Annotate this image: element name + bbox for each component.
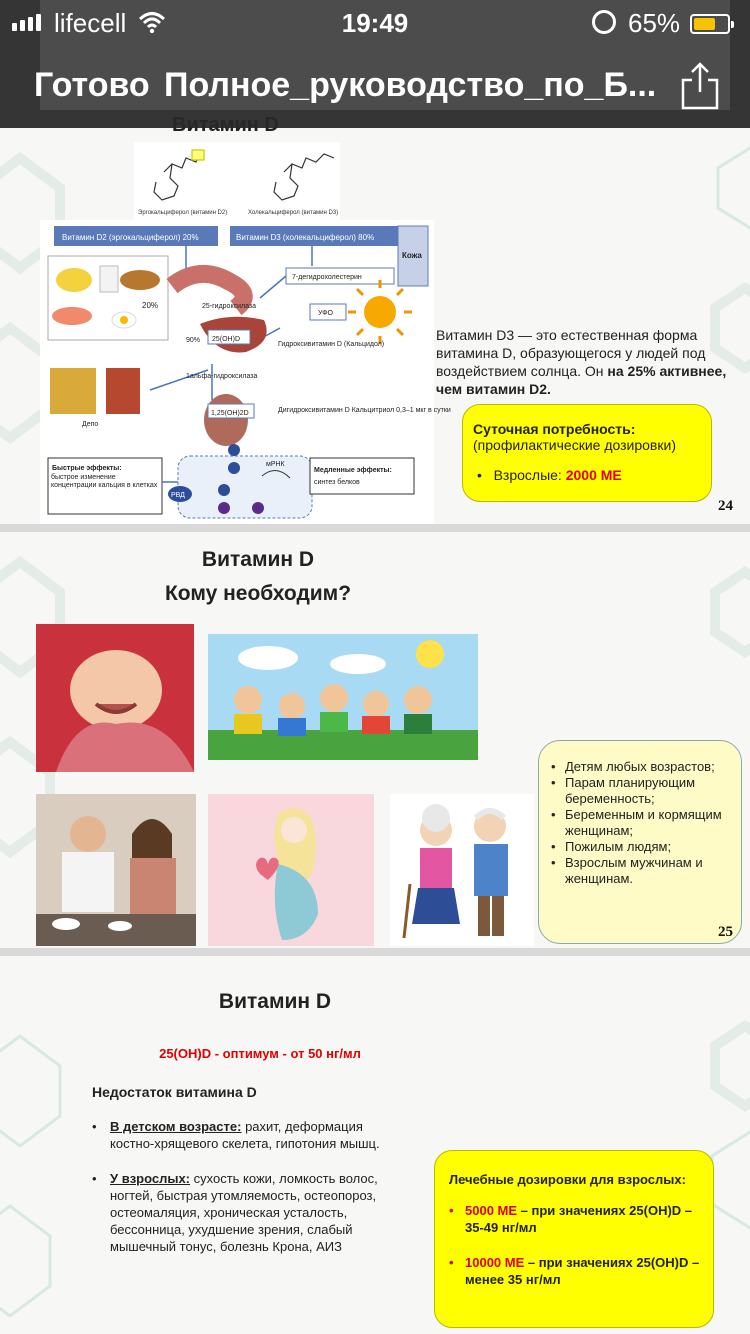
- slow-effects-title: Медленные эффекты:: [314, 467, 392, 474]
- slide-title-line-2: Кому необходим?: [164, 582, 352, 605]
- list-item: • Пожилым людям;: [549, 839, 733, 855]
- list-item: • Беременным и кормящим женщинам;: [549, 807, 733, 839]
- box-d2-label: Витамин D2 (эргокальциферол) 20%: [62, 233, 199, 242]
- mol-caption-left: Эргокальциферол (витамин D2): [138, 210, 228, 216]
- dihydroxy-label: Дигидроксивитамин D Кальцитриол 0,3–1 мкг в сутки: [278, 407, 451, 414]
- deficiency-list: [92, 1118, 410, 1273]
- treatment-title: Лечебные дозировки для взрослых:: [449, 1172, 686, 1187]
- deficiency-heading: Недостаток витамина D: [92, 1084, 257, 1100]
- d3-description-bold: на 25% активнее, чем витамин D2.: [436, 363, 727, 397]
- list-item: • Парам планирующим беременность;: [549, 775, 733, 807]
- daily-need-item: [473, 467, 701, 483]
- who-needs-list-box: [538, 740, 742, 944]
- couple-photo: [36, 794, 196, 946]
- mol-caption-right: Холекальциферол (витамин D3): [248, 210, 339, 216]
- nav-bar: [0, 62, 750, 112]
- bullet-dot: •: [449, 1203, 454, 1218]
- slide-title-line-1: Витамин D: [201, 548, 315, 571]
- page-number: 24: [718, 498, 733, 514]
- children-photo: [208, 634, 478, 760]
- fast-effects-title: Быстрые эффекты:: [52, 465, 122, 472]
- slide-25: [0, 532, 750, 948]
- slow-effects-text: синтез белков: [314, 479, 360, 486]
- bullet-dot: •: [449, 1255, 454, 1270]
- done-button[interactable]: Готово: [34, 66, 150, 104]
- vdr-label: РВД: [171, 492, 185, 499]
- list-item: • Детям любых возрастов;: [549, 759, 733, 775]
- top-bar: [0, 0, 750, 128]
- daily-need-title: Суточная потребность:: [473, 421, 636, 437]
- vitamin-d-metabolism-diagram: [40, 220, 451, 524]
- treatment-doses-box: [434, 1150, 714, 1328]
- cell-image: [178, 456, 312, 518]
- battery-percent: 65%: [628, 8, 681, 38]
- d3-description: [436, 326, 736, 398]
- muscle-image: [106, 368, 140, 414]
- status-bar: [0, 6, 750, 40]
- kidney-image: [204, 394, 248, 446]
- share-icon[interactable]: [680, 62, 720, 110]
- adults-dose: 2000 МЕ: [565, 467, 622, 483]
- battery-fill: [694, 18, 715, 30]
- page-number: 25: [718, 924, 733, 940]
- childhood-label: В детском возрасте:: [110, 1119, 242, 1134]
- pct-90-label: 90%: [186, 337, 201, 344]
- ohd25-label: 25(OH)D: [212, 336, 241, 343]
- battery-icon: [690, 14, 730, 34]
- dose-1-value: 5000 МЕ: [465, 1203, 518, 1218]
- childhood-text: рахит, деформация костно-хрящевого скелета, гипотония мышц.: [110, 1119, 380, 1151]
- adults-text: сухость кожи, ломкость волос, ногтей, быстрая утомляемость, остеопороз, остеомаляция, хроническая усталость, бессонница, ухудшение зрения, слабый мышечный тонус, болезнь Крона, АИЗ: [110, 1171, 378, 1254]
- slide-title: Витамин D: [218, 990, 332, 1013]
- slide-24: [0, 128, 750, 524]
- baby-photo: [36, 624, 194, 772]
- bullet-dot: •: [477, 467, 494, 483]
- battery-tip: [731, 21, 734, 28]
- dose-2-value: 10000 МЕ: [465, 1255, 525, 1270]
- ohd125-label: 1,25(OH)2D: [211, 410, 249, 417]
- list-item-adults: [92, 1170, 410, 1255]
- d3-description-text: Витамин D3 — это естественная форма витамина D, образующегося у людей под воздействием солнца. Он: [436, 327, 706, 379]
- who-needs-list: [549, 759, 733, 887]
- adults-label: У взрослых:: [110, 1171, 191, 1186]
- list-item: • Взрослым мужчинам и женщинам.: [549, 855, 733, 887]
- daily-need-box: [462, 404, 712, 502]
- document-title: Полное_руководство_по_Б...: [164, 66, 657, 104]
- alpha-hydroxylase-label: 1альфа-гидроксилаза: [186, 373, 258, 380]
- hydroxylase-25-label: 25-гидроксилаза: [202, 303, 257, 310]
- dose-1-text: – при значениях 25(OH)D – 35-49 нг/мл: [465, 1203, 693, 1235]
- depot-label: Депо: [82, 421, 99, 428]
- skin-label: Кожа: [402, 251, 422, 260]
- daily-need-subtitle: (профилактические дозировки): [473, 437, 676, 453]
- fast-effects-text: быстрое изменение концентрации кальция в клетках: [51, 474, 158, 489]
- fat-tissue-image: [50, 368, 96, 414]
- molecule-structures: [134, 142, 340, 220]
- optimum-level: 25(OH)D - оптимум - от 50 нг/мл: [159, 1046, 361, 1061]
- dose-2-text: – при значениях 25(OH)D – менее 35 нг/мл: [465, 1255, 700, 1287]
- elderly-couple-illustration: [390, 794, 534, 946]
- box-d3-label: Витамин D3 (холекальциферол) 80%: [236, 233, 375, 242]
- dose-item-1: [449, 1202, 701, 1236]
- carrier-name: lifecell: [54, 8, 127, 38]
- mrna-label: мРНК: [266, 461, 285, 468]
- dehydro-label: 7-дегидрохолестерин: [292, 274, 362, 281]
- list-item-childhood: [92, 1118, 410, 1152]
- status-time: 19:49: [341, 8, 409, 38]
- orientation-lock-icon: [592, 10, 616, 34]
- dose-item-2: [449, 1254, 701, 1288]
- slide-26: [0, 956, 750, 1334]
- uvb-label: УФО: [318, 310, 333, 317]
- pregnant-woman-illustration: [208, 794, 374, 946]
- pct-20-label: 20%: [142, 301, 159, 310]
- hydroxyvit-label: Гидроксивитамин D (Кальцидол): [278, 341, 385, 348]
- adults-label: Взрослые:: [493, 467, 566, 483]
